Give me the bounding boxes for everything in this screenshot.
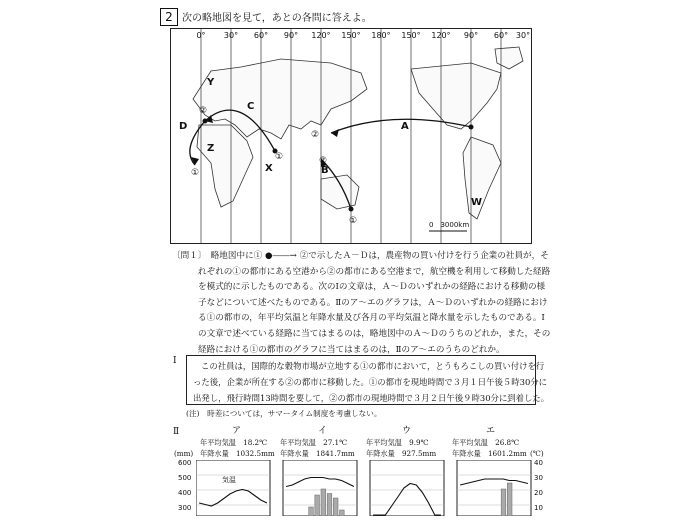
route-start-dot: [349, 207, 354, 212]
tick-right: 40: [534, 459, 543, 467]
question-label: 〔問１〕: [172, 251, 203, 261]
chart-letter-u: ウ: [402, 426, 412, 436]
temp-label: 気温: [222, 476, 236, 484]
precip-bar: [309, 507, 314, 516]
lon-label: 60°: [253, 31, 269, 40]
lon-label: 30°: [515, 31, 531, 40]
end-marker: ②: [311, 130, 320, 140]
continents: [193, 47, 523, 219]
question-line: る①の都市の，年平均気温と年降水量及び各月の平均気温と降水量を示したものである。Ⅰ: [198, 313, 545, 324]
passage-line: この社員は，国際的な穀物市場が立地する①の都市において，とうもろこしの買い付けを行: [201, 361, 545, 371]
chart-precip-e: 年降水量 1601.2mm: [452, 449, 527, 458]
start-marker: ①: [349, 216, 358, 226]
route-start-dot: [469, 125, 474, 130]
tick-left: 400: [178, 489, 192, 497]
chart-temp-i: 年平均気温 27.1℃: [280, 438, 348, 447]
precip-bar: [315, 495, 320, 516]
question-line: 経路における①の都市のグラフに当てはまるのは，Ⅱのア～エのうちのどれか。: [198, 344, 505, 355]
charts-roman: Ⅱ: [173, 427, 180, 437]
end-marker: ②: [199, 106, 208, 116]
lon-label: 30°: [223, 31, 239, 40]
passage-line: った後，企業が所在する②の都市に移動した。①の都市を現地時間で３月１日午後５時30分に: [193, 377, 548, 387]
chart-temp-e: 年平均気温 26.8℃: [452, 438, 520, 447]
unit-mm: (mm): [174, 449, 194, 458]
temp-line: [286, 478, 354, 487]
precip-bar: [507, 483, 512, 516]
precip-bar: [501, 489, 506, 516]
start-marker: ①: [191, 168, 200, 178]
chart-precip-a: 年降水量 1032.5mm: [200, 449, 275, 458]
start-marker: ①: [275, 152, 284, 162]
map-label-y: Y: [207, 77, 215, 88]
lon-label: 120°: [431, 31, 451, 40]
climate-charts: [196, 460, 532, 516]
map-svg: [171, 29, 531, 243]
question-paragraph: [172, 249, 551, 358]
chart-precip-u: 年降水量 927.5mm: [366, 449, 437, 458]
question-number: 2: [160, 8, 178, 26]
temp-line: [460, 479, 528, 485]
lon-label: 0°: [196, 31, 206, 40]
climate-svg: [196, 460, 532, 516]
chart-frame: [457, 460, 531, 516]
instruction-text: 次の略地図を見て，あとの各問に答えよ。: [182, 13, 372, 24]
question-line: の文章で述べている経路に当てはまるのは，略地図中のＡ～Ｄのうちのどれか，また，その: [198, 328, 551, 339]
temp-line: [199, 490, 267, 507]
map-label-d: D: [179, 121, 188, 132]
arrow-head: [331, 129, 339, 137]
map-label-c: C: [247, 101, 255, 112]
passage-roman: Ⅰ: [173, 356, 177, 366]
lon-label: 150°: [401, 31, 421, 40]
chart-letter-i: イ: [318, 426, 328, 436]
lon-label: 150°: [341, 31, 361, 40]
map-label-a: A: [401, 121, 409, 132]
precip-bar: [321, 489, 326, 516]
map-label-w: W: [471, 197, 483, 208]
passage-line: 出発し，飛行時間13時間を要して，②の都市の現地時間で３月２日午後９時30分に到着した。: [193, 393, 550, 403]
lon-label: 120°: [311, 31, 331, 40]
map-label-b: B: [321, 165, 329, 176]
chart-temp-u: 年平均気温 9.9℃: [366, 438, 429, 447]
chart-letter-e: エ: [486, 426, 496, 436]
tick-left: 600: [178, 459, 192, 467]
tick-right: 10: [534, 504, 543, 512]
precip-bar: [327, 494, 332, 517]
chart-frame: [283, 460, 357, 516]
unit-c: (℃): [530, 449, 544, 458]
lon-label: 90°: [283, 31, 299, 40]
tick-right: 30: [534, 474, 543, 482]
lon-label: 60°: [493, 31, 509, 40]
svg-text:0 3000km: 0 3000km: [429, 221, 470, 229]
tick-left: 300: [178, 504, 192, 512]
question-line: れぞれの①の都市にある空港から②の都市にある空港まで，航空機を利用して移動した経路: [198, 266, 551, 277]
note-text: (注) 時差については，サマータイム制度を考慮しない。: [186, 409, 382, 418]
chart-temp-a: 年平均気温 18.2℃: [200, 438, 268, 447]
precip-bar: [333, 498, 338, 516]
world-map: [170, 28, 532, 244]
chart-letter-a: ア: [232, 426, 242, 436]
tick-right: 20: [534, 489, 543, 497]
map-label-x: X: [265, 163, 273, 174]
temp-line: [373, 484, 441, 516]
question-line: を模式的に示したものである。次のⅠの文章は，Ａ～Ｄのいずれかの経路における移動の様: [198, 282, 546, 293]
question-line: 略地図中に① ●――→ ②で示したＡ－Ｄは，農産物の買い付けを行う企業の社員が，そ: [210, 251, 549, 261]
tick-left: 500: [178, 474, 192, 482]
map-label-z: Z: [207, 143, 215, 154]
passage-box: [186, 355, 550, 405]
map-scale: [429, 221, 469, 231]
precip-bar: [340, 510, 345, 516]
chart-frame: [196, 460, 270, 516]
lon-label: 180°: [371, 31, 391, 40]
chart-precip-i: 年降水量 1841.7mm: [280, 449, 355, 458]
lon-label: 90°: [463, 31, 479, 40]
question-line: 子などについて述べたものである。Ⅱのア～エのグラフは，Ａ～Ｄのいずれかの経路におけ: [198, 297, 548, 308]
chart-frame: [370, 460, 444, 516]
end-marker: ②: [319, 156, 328, 166]
